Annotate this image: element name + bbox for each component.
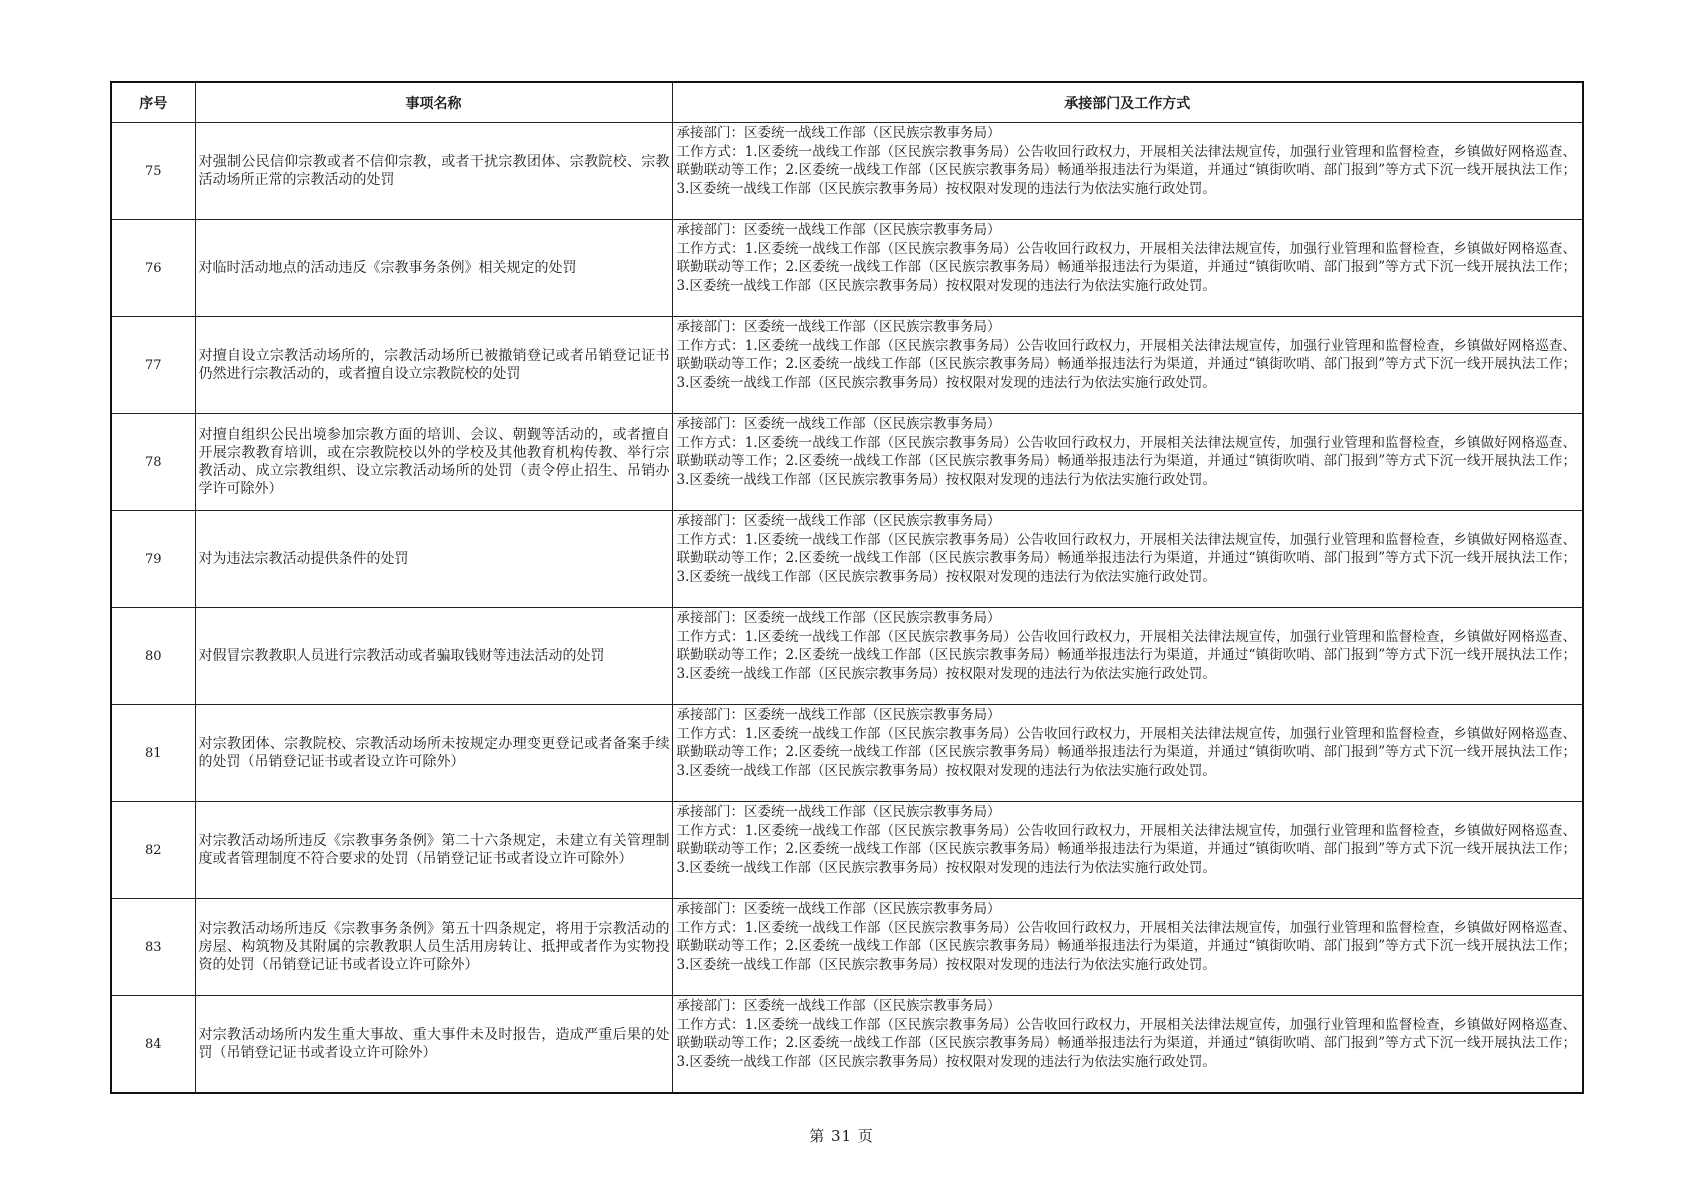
row-dept: 承接部门：区委统一战线工作部（区民族宗教事务局） xyxy=(676,222,1001,238)
items-table xyxy=(110,81,1584,1094)
row-seq: 78 xyxy=(111,414,195,511)
row-method: 工作方式：1.区委统一战线工作部（区民族宗教事务局）公告收回行政权力，开展相关法律法规宣传，加强行业管理和监督检查，乡镇做好网格巡查、联勤联动等工作；2.区委统一战线工作部（区民族宗教事务局）畅通举报违法行为渠道，并通过“镇街吹哨、部门报到”等方式下沉一线开展执法工作；3.区委统一战线工作部（区民族宗教事务局）按权限对发现的违法行为依法实施行政处罚。 xyxy=(676,919,1576,973)
row-dept: 承接部门：区委统一战线工作部（区民族宗教事务局） xyxy=(676,998,1001,1014)
row-item-name xyxy=(195,802,672,899)
table-header-row xyxy=(111,82,1583,123)
row-item-name-text: 对擅自设立宗教活动场所的，宗教活动场所已被撤销登记或者吊销登记证书仍然进行宗教活动的，或者擅自设立宗教院校的处罚 xyxy=(198,348,670,382)
row-item-name-text: 对擅自组织公民出境参加宗教方面的培训、会议、朝觐等活动的，或者擅自开展宗教教育培训，或在宗教院校以外的学校及其他教育机构传教、举行宗教活动、成立宗教组织、设立宗教活动场所的处罚（责令停止招生、吊销办学许可除外） xyxy=(198,427,670,497)
row-dept: 承接部门：区委统一战线工作部（区民族宗教事务局） xyxy=(676,513,1001,529)
row-item-name xyxy=(195,899,672,996)
row-dept-method xyxy=(672,511,1583,608)
row-item-name-text: 对宗教活动场所违反《宗教事务条例》第五十四条规定，将用于宗教活动的房屋、构筑物及其附属的宗教教职人员生活用房转让、抵押或者作为实物投资的处罚（吊销登记证书或者设立许可除外） xyxy=(198,921,670,973)
row-seq: 79 xyxy=(111,511,195,608)
row-item-name xyxy=(195,705,672,802)
row-item-name-text: 对假冒宗教教职人员进行宗教活动或者骗取钱财等违法活动的处罚 xyxy=(198,648,605,664)
row-dept-method xyxy=(672,608,1583,705)
table-row xyxy=(111,123,1583,220)
row-item-name-text: 对宗教团体、宗教院校、宗教活动场所未按规定办理变更登记或者备案手续的处罚（吊销登记证书或者设立许可除外） xyxy=(198,736,670,770)
row-dept: 承接部门：区委统一战线工作部（区民族宗教事务局） xyxy=(676,610,1001,626)
header-dept-method: 承接部门及工作方式 xyxy=(672,82,1583,123)
header-seq: 序号 xyxy=(111,82,195,123)
table-row xyxy=(111,802,1583,899)
row-dept-method xyxy=(672,802,1583,899)
table-row xyxy=(111,996,1583,1094)
row-method: 工作方式：1.区委统一战线工作部（区民族宗教事务局）公告收回行政权力，开展相关法律法规宣传，加强行业管理和监督检查，乡镇做好网格巡查、联勤联动等工作；2.区委统一战线工作部（区民族宗教事务局）畅通举报违法行为渠道，并通过“镇街吹哨、部门报到”等方式下沉一线开展执法工作；3.区委统一战线工作部（区民族宗教事务局）按权限对发现的违法行为依法实施行政处罚。 xyxy=(676,1016,1576,1070)
row-dept-method xyxy=(672,414,1583,511)
table-row xyxy=(111,608,1583,705)
row-dept-method xyxy=(672,705,1583,802)
row-item-name xyxy=(195,317,672,414)
row-method: 工作方式：1.区委统一战线工作部（区民族宗教事务局）公告收回行政权力，开展相关法律法规宣传，加强行业管理和监督检查，乡镇做好网格巡查、联勤联动等工作；2.区委统一战线工作部（区民族宗教事务局）畅通举报违法行为渠道，并通过“镇街吹哨、部门报到”等方式下沉一线开展执法工作；3.区委统一战线工作部（区民族宗教事务局）按权限对发现的违法行为依法实施行政处罚。 xyxy=(676,240,1576,294)
row-seq: 76 xyxy=(111,220,195,317)
row-seq: 80 xyxy=(111,608,195,705)
row-item-name-text: 对宗教活动场所内发生重大事故、重大事件未及时报告，造成严重后果的处罚（吊销登记证书或者设立许可除外） xyxy=(198,1027,670,1061)
row-item-name xyxy=(195,511,672,608)
row-item-name xyxy=(195,608,672,705)
row-item-name xyxy=(195,996,672,1094)
page-number: 第 31 页 xyxy=(809,1127,874,1145)
row-seq: 82 xyxy=(111,802,195,899)
row-dept: 承接部门：区委统一战线工作部（区民族宗教事务局） xyxy=(676,707,1001,723)
table-row xyxy=(111,705,1583,802)
row-method: 工作方式：1.区委统一战线工作部（区民族宗教事务局）公告收回行政权力，开展相关法律法规宣传，加强行业管理和监督检查，乡镇做好网格巡查、联勤联动等工作；2.区委统一战线工作部（区民族宗教事务局）畅通举报违法行为渠道，并通过“镇街吹哨、部门报到”等方式下沉一线开展执法工作；3.区委统一战线工作部（区民族宗教事务局）按权限对发现的违法行为依法实施行政处罚。 xyxy=(676,531,1576,585)
header-item-name: 事项名称 xyxy=(195,82,672,123)
row-item-name-text: 对临时活动地点的活动违反《宗教事务条例》相关规定的处罚 xyxy=(198,260,577,276)
row-item-name-text: 对强制公民信仰宗教或者不信仰宗教，或者干扰宗教团体、宗教院校、宗教活动场所正常的宗教活动的处罚 xyxy=(198,154,670,188)
row-method: 工作方式：1.区委统一战线工作部（区民族宗教事务局）公告收回行政权力，开展相关法律法规宣传，加强行业管理和监督检查，乡镇做好网格巡查、联勤联动等工作；2.区委统一战线工作部（区民族宗教事务局）畅通举报违法行为渠道，并通过“镇街吹哨、部门报到”等方式下沉一线开展执法工作；3.区委统一战线工作部（区民族宗教事务局）按权限对发现的违法行为依法实施行政处罚。 xyxy=(676,434,1576,488)
row-item-name xyxy=(195,414,672,511)
row-item-name xyxy=(195,220,672,317)
row-dept-method xyxy=(672,123,1583,220)
row-item-name-text: 对为违法宗教活动提供条件的处罚 xyxy=(198,551,409,567)
row-dept: 承接部门：区委统一战线工作部（区民族宗教事务局） xyxy=(676,125,1001,141)
table-row xyxy=(111,899,1583,996)
row-dept-method xyxy=(672,317,1583,414)
row-dept-method xyxy=(672,996,1583,1094)
table-row xyxy=(111,414,1583,511)
row-seq: 77 xyxy=(111,317,195,414)
row-dept-method xyxy=(672,899,1583,996)
row-item-name xyxy=(195,123,672,220)
row-method: 工作方式：1.区委统一战线工作部（区民族宗教事务局）公告收回行政权力，开展相关法律法规宣传，加强行业管理和监督检查，乡镇做好网格巡查、联勤联动等工作；2.区委统一战线工作部（区民族宗教事务局）畅通举报违法行为渠道，并通过“镇街吹哨、部门报到”等方式下沉一线开展执法工作；3.区委统一战线工作部（区民族宗教事务局）按权限对发现的违法行为依法实施行政处罚。 xyxy=(676,337,1576,391)
row-item-name-text: 对宗教活动场所违反《宗教事务条例》第二十六条规定，未建立有关管理制度或者管理制度不符合要求的处罚（吊销登记证书或者设立许可除外） xyxy=(198,833,670,867)
row-dept: 承接部门：区委统一战线工作部（区民族宗教事务局） xyxy=(676,804,1001,820)
row-seq: 84 xyxy=(111,996,195,1094)
row-method: 工作方式：1.区委统一战线工作部（区民族宗教事务局）公告收回行政权力，开展相关法律法规宣传，加强行业管理和监督检查，乡镇做好网格巡查、联勤联动等工作；2.区委统一战线工作部（区民族宗教事务局）畅通举报违法行为渠道，并通过“镇街吹哨、部门报到”等方式下沉一线开展执法工作；3.区委统一战线工作部（区民族宗教事务局）按权限对发现的违法行为依法实施行政处罚。 xyxy=(676,725,1576,779)
row-dept: 承接部门：区委统一战线工作部（区民族宗教事务局） xyxy=(676,901,1001,917)
row-seq: 83 xyxy=(111,899,195,996)
table-row xyxy=(111,511,1583,608)
row-method: 工作方式：1.区委统一战线工作部（区民族宗教事务局）公告收回行政权力，开展相关法律法规宣传，加强行业管理和监督检查，乡镇做好网格巡查、联勤联动等工作；2.区委统一战线工作部（区民族宗教事务局）畅通举报违法行为渠道，并通过“镇街吹哨、部门报到”等方式下沉一线开展执法工作；3.区委统一战线工作部（区民族宗教事务局）按权限对发现的违法行为依法实施行政处罚。 xyxy=(676,628,1576,682)
row-seq: 75 xyxy=(111,123,195,220)
row-dept: 承接部门：区委统一战线工作部（区民族宗教事务局） xyxy=(676,416,1001,432)
row-dept-method xyxy=(672,220,1583,317)
table-row xyxy=(111,220,1583,317)
table-row xyxy=(111,317,1583,414)
row-method: 工作方式：1.区委统一战线工作部（区民族宗教事务局）公告收回行政权力，开展相关法律法规宣传，加强行业管理和监督检查，乡镇做好网格巡查、联勤联动等工作；2.区委统一战线工作部（区民族宗教事务局）畅通举报违法行为渠道，并通过“镇街吹哨、部门报到”等方式下沉一线开展执法工作；3.区委统一战线工作部（区民族宗教事务局）按权限对发现的违法行为依法实施行政处罚。 xyxy=(676,143,1576,197)
row-seq: 81 xyxy=(111,705,195,802)
row-dept: 承接部门：区委统一战线工作部（区民族宗教事务局） xyxy=(676,319,1001,335)
row-method: 工作方式：1.区委统一战线工作部（区民族宗教事务局）公告收回行政权力，开展相关法律法规宣传，加强行业管理和监督检查，乡镇做好网格巡查、联勤联动等工作；2.区委统一战线工作部（区民族宗教事务局）畅通举报违法行为渠道，并通过“镇街吹哨、部门报到”等方式下沉一线开展执法工作；3.区委统一战线工作部（区民族宗教事务局）按权限对发现的违法行为依法实施行政处罚。 xyxy=(676,822,1576,876)
